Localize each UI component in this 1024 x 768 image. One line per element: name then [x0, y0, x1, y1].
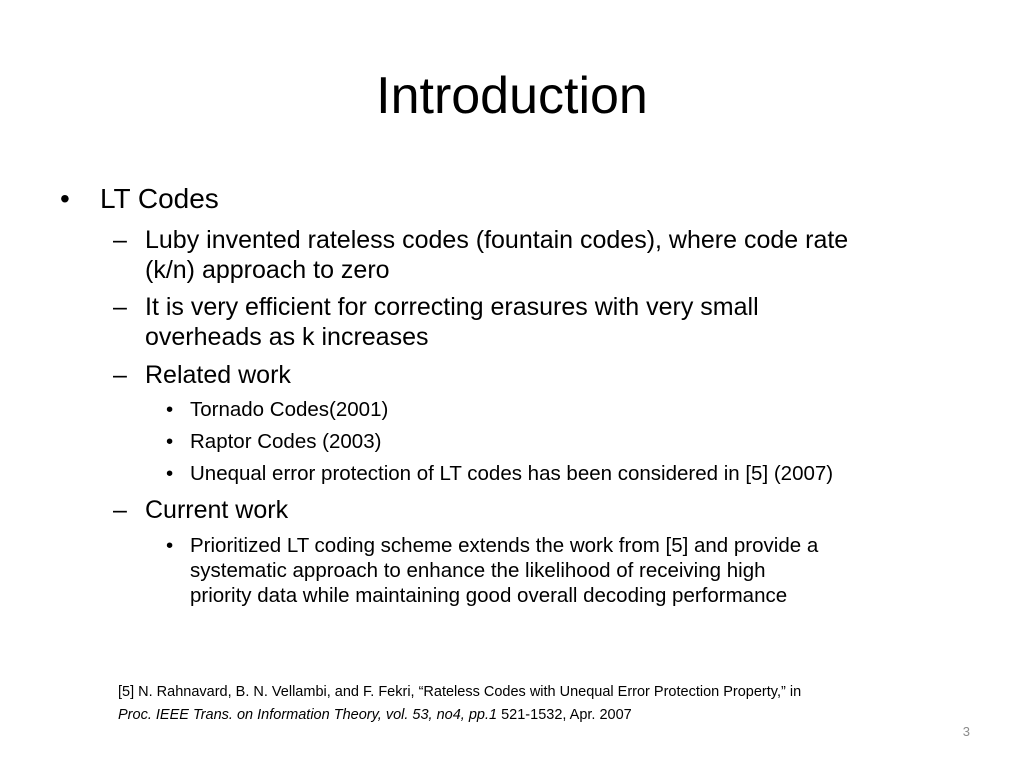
related-item-unequal: Unequal error protection of LT codes has been considered in [5] (2007)	[190, 462, 834, 485]
subbullet-efficient-line1: It is very efficient for correcting erasures with very small	[145, 293, 759, 321]
dash-icon: –	[113, 361, 127, 389]
bullet-icon: •	[166, 462, 174, 485]
current-item-line2: systematic approach to enhance the likelihood of receiving high	[190, 559, 766, 582]
dash-icon: –	[113, 496, 127, 524]
footnote-pages: 521-1532, Apr. 2007	[497, 707, 632, 723]
subbullet-current-work: Current work	[145, 496, 289, 524]
page-number: 3	[962, 724, 970, 739]
bullet-icon: •	[166, 534, 174, 557]
footnote-line1: [5] N. Rahnavard, B. N. Vellambi, and F. Fekri, “Rateless Codes with Unequal Error Protection Property,” in	[118, 684, 802, 700]
subbullet-luby-line1: Luby invented rateless codes (fountain codes), where code rate	[145, 226, 849, 254]
footnote-citation	[118, 681, 998, 727]
slide-title: Introduction	[376, 67, 648, 125]
bullet-icon: •	[166, 398, 174, 421]
related-item-tornado: Tornado Codes(2001)	[190, 398, 389, 421]
related-item-raptor: Raptor Codes (2003)	[190, 430, 382, 453]
bullet-icon: •	[60, 183, 70, 214]
current-item-line3: priority data while maintaining good overall decoding performance	[190, 584, 788, 607]
current-item-line1: Prioritized LT coding scheme extends the work from [5] and provide a	[190, 534, 819, 557]
footnote-journal: Proc. IEEE Trans. on Information Theory, vol. 53, no4, pp.1	[118, 707, 498, 723]
dash-icon: –	[113, 226, 127, 254]
subbullet-related-work: Related work	[145, 361, 291, 389]
dash-icon: –	[113, 293, 127, 321]
bullet-icon: •	[166, 430, 174, 453]
bullet-lt-codes: LT Codes	[100, 183, 219, 214]
subbullet-efficient-line2: overheads as k increases	[145, 323, 429, 351]
subbullet-luby-line2: (k/n) approach to zero	[145, 256, 390, 284]
footnote-line2	[118, 704, 998, 727]
